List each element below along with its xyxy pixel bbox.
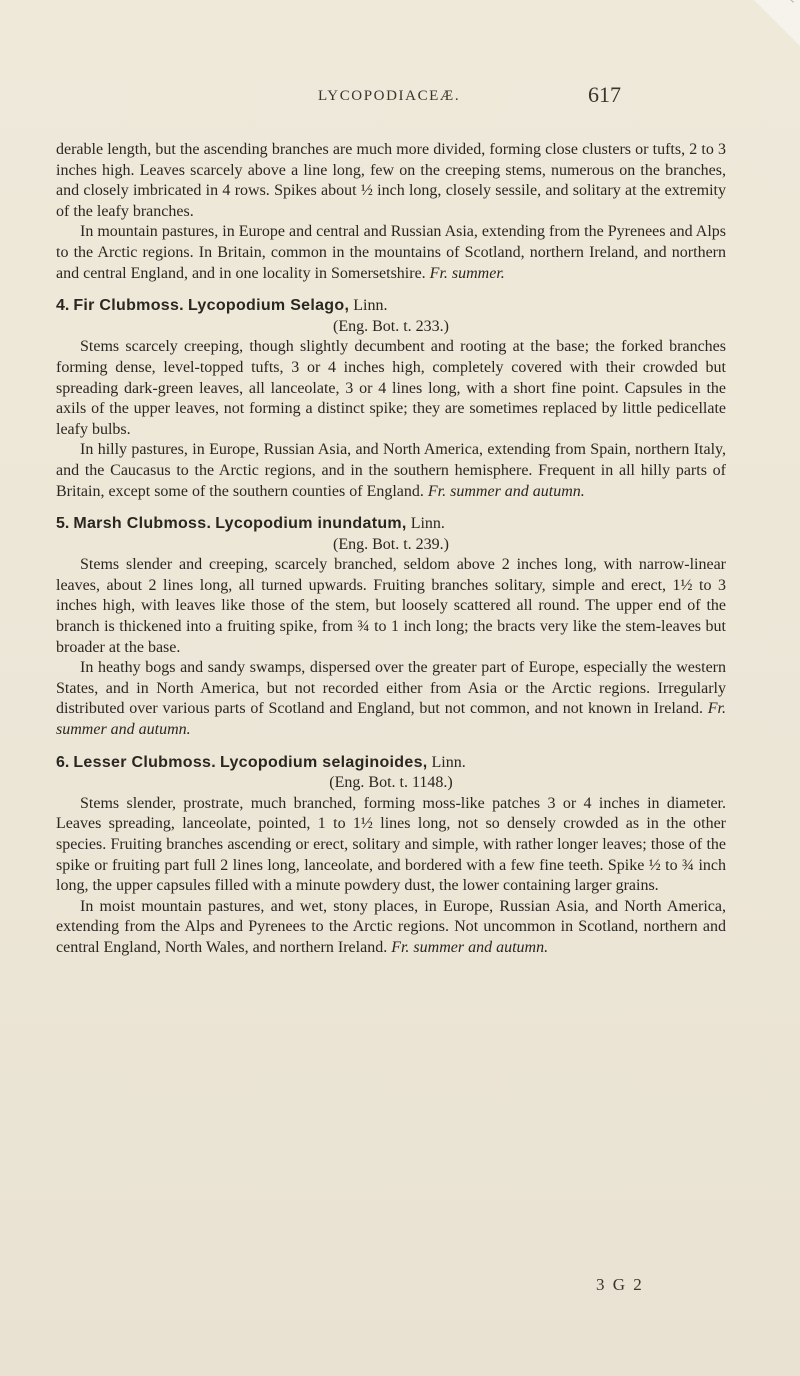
entry-habitat (56, 897, 726, 959)
intro-fruiting: Fr. summer. (429, 264, 505, 282)
entry-authority: Linn. (431, 753, 466, 771)
species-entry-6 (56, 753, 726, 959)
species-entry-5 (56, 514, 726, 741)
entry-number: 5. (56, 515, 70, 533)
entry-habitat-text: In hilly pastures, in Europe, Russian Asia, and North America, extending from Spain, northern Italy, and the Caucasus to the Arctic regions, and in the southern hemisphere. Frequent in all hilly parts of Britain, except some of the southern counties of England. (56, 441, 726, 500)
entry-number: 4. (56, 297, 70, 315)
entry-authority: Linn. (410, 515, 445, 533)
page-number: 617 (588, 82, 621, 107)
entry-habitat (56, 658, 726, 740)
entry-latin-name: Lycopodium Selago, (187, 297, 350, 315)
entry-description: Stems slender and creeping, scarcely branched, seldom above 2 inches long, with narrow-linear leaves, about 2 lines long, all turned upwards. Fruiting branches solitary, simple and erect, 1½ to 3 inches high, with leaves like those of the stem, but loosely scattered all round. The upper end of the branch is thickened into a fruiting spike, from ¾ to 1 inch long; the bracts very like the stem-leaves but broader at the base. (56, 556, 726, 656)
running-title: LYCOPODIACEÆ. (318, 88, 461, 104)
page-header (0, 82, 800, 112)
species-entry-4 (56, 296, 726, 502)
entry-common-name: Lesser Clubmoss. (73, 753, 216, 771)
entry-description: Stems slender, prostrate, much branched, forming moss-like patches 3 or 4 inches in diameter. Leaves spreading, lanceolate, pointed, 1 to 1½ lines long, not so densely crowded as in the other species. Fruiting branches ascending or erect, solitary and simple, with rather longer leaves; those of the spike or fruiting part full 2 lines long, lanceolate, and bordered with a few fine teeth. Spike ½ to ¾ inch long, the upper capsules filled with a minute powdery dust, the lower containing larger grains. (56, 794, 726, 895)
entry-fruiting: Fr. summer and autumn. (427, 482, 585, 500)
page-corner-fold (754, 0, 800, 46)
entry-habitat-text: In heathy bogs and sandy swamps, dispersed over the greater part of Europe, especially the western States, and in North America, but not recorded either from Asia or the Arctic regions. Irregularly distributed over various parts of Scotland and England, but not common, and not known in Ireland. (56, 659, 726, 718)
signature-mark: 3 G 2 (596, 1275, 644, 1294)
intro-paragraph: derable length, but the ascending branches are much more divided, forming close clusters or tufts, 2 to 3 inches high. Leaves scarcely above a line long, few on the creeping stems, numerous on the branches, and closely imbricated in 4 rows. Spikes about ½ inch long, closely sessile, and solitary at the extremity of the leafy branches. (56, 141, 726, 220)
entry-number: 6. (56, 753, 70, 771)
entry-heading (56, 753, 726, 774)
entry-fruiting: Fr. summer and autumn. (56, 700, 727, 739)
entry-description: Stems scarcely creeping, though slightly decumbent and rooting at the base; the forked branches forming dense, level-topped tufts, 3 or 4 inches high, completely covered with their crowded but spreading dark-green leaves, all lanceolate, 3 or 4 lines long, with a short fine point. Capsules in the axils of the upper leaves, not forming a distinct spike; they are sometimes replaced by little pedicellate leafy bulbs. (56, 338, 726, 438)
entry-common-name: Marsh Clubmoss. (73, 515, 212, 533)
entry-reference: (Eng. Bot. t. 1148.) (329, 774, 453, 792)
entry-heading (56, 514, 726, 535)
entry-habitat (56, 440, 726, 502)
body-text (56, 140, 726, 959)
entry-reference: (Eng. Bot. t. 239.) (333, 535, 449, 553)
intro-habitat-text: In mountain pastures, in Europe and central and Russian Asia, extending from the Pyrenees and Alps to the Arctic regions. In Britain, common in the mountains of Scotland, northern Ireland, and northern and central England, and in one locality in Somersetshire. (56, 223, 726, 282)
intro-habitat (56, 222, 726, 284)
entry-latin-name: Lycopodium inundatum, (215, 515, 407, 533)
entry-fruiting: Fr. summer and autumn. (391, 938, 549, 956)
entry-latin-name: Lycopodium selaginoides, (219, 753, 428, 771)
entry-reference: (Eng. Bot. t. 233.) (333, 317, 449, 335)
entry-habitat-text: In moist mountain pastures, and wet, stony places, in Europe, Russian Asia, and North America, extending from the Alps and Pyrenees to the Arctic regions. Not uncommon in Scotland, northern and central England, North Wales, and northern Ireland. (56, 897, 726, 956)
entry-authority: Linn. (353, 297, 388, 315)
entry-common-name: Fir Clubmoss. (73, 297, 184, 315)
entry-heading (56, 296, 726, 317)
